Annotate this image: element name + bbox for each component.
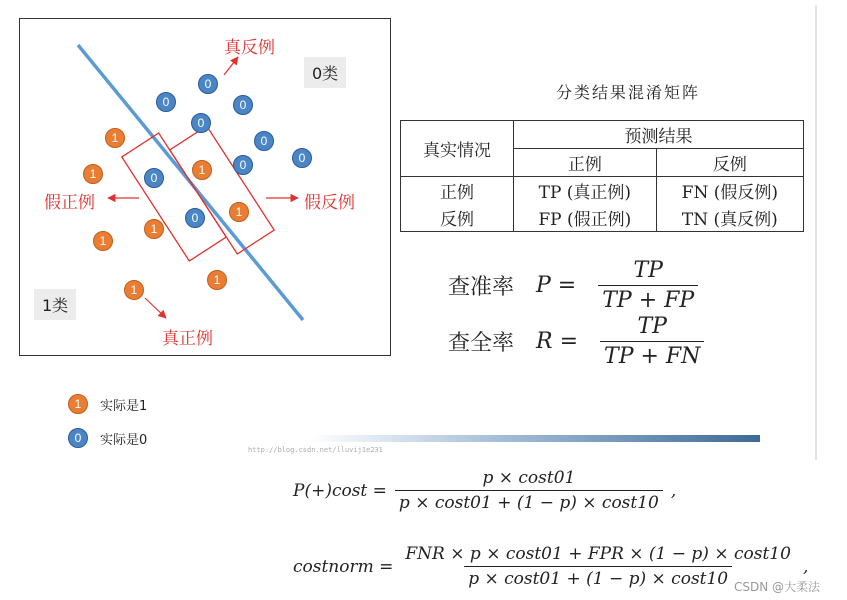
gradient-bar	[310, 435, 760, 442]
sample-blue: 0	[233, 95, 253, 115]
sample-orange: 1	[83, 164, 103, 184]
precision-fraction	[598, 258, 698, 313]
sample-blue-misclassified: 0	[185, 208, 205, 228]
pcost-numerator: p × cost01	[482, 468, 576, 488]
sample-orange: 1	[124, 280, 144, 300]
sample-blue: 0	[233, 155, 253, 175]
true-positive-label: 真正例	[162, 329, 213, 349]
recall-denominator: TP + FN	[600, 341, 704, 369]
row-header: 真实情况	[401, 121, 514, 177]
sample-blue: 0	[292, 148, 312, 168]
row-label: 正例	[401, 177, 514, 205]
confusion-matrix	[400, 120, 804, 232]
costnorm-denominator: p × cost01 + (1 − p) × cost10	[464, 566, 732, 589]
sample-orange-misclassified: 1	[192, 160, 212, 180]
legend-item-orange	[68, 394, 147, 414]
recall-numerator: TP	[637, 314, 667, 339]
precision-formula	[448, 258, 698, 313]
sample-orange: 1	[207, 270, 227, 290]
legend-blue-dot: 0	[68, 428, 88, 448]
cell-fp: FP (假正例)	[514, 204, 657, 232]
legend-orange-text: 实际是1	[100, 398, 148, 414]
cell-tn: TN (真反例)	[656, 204, 803, 232]
recall-formula	[448, 314, 704, 369]
recall-fraction	[600, 314, 704, 369]
matrix-title: 分类结果混淆矩阵	[556, 83, 701, 102]
sample-blue: 0	[254, 131, 274, 151]
class1-label: 1类	[34, 289, 76, 320]
pcost-tail: ,	[670, 480, 677, 501]
sample-blue-misclassified: 0	[144, 168, 164, 188]
legend-blue-text: 实际是0	[100, 432, 148, 448]
sample-blue: 0	[156, 92, 176, 112]
col-negative: 反例	[656, 149, 803, 177]
pcost-denominator: p × cost01 + (1 − p) × cost10	[395, 490, 663, 513]
col-positive: 正例	[514, 149, 657, 177]
watermark-url: http://blog.csdn.net/lluvij1e231	[248, 446, 383, 454]
sample-blue: 0	[191, 113, 211, 133]
legend-item-blue	[68, 428, 147, 448]
precision-denominator: TP + FP	[598, 285, 698, 313]
precision-lhs: P =	[536, 273, 577, 298]
costnorm-numerator: FNR × p × cost01 + FPR × (1 − p) × cost10	[405, 544, 791, 564]
costnorm-lhs: costnorm =	[293, 556, 394, 577]
csdn-credit: CSDN @大柔法	[734, 580, 821, 594]
class0-label: 0类	[304, 57, 346, 88]
recall-lhs: R =	[536, 329, 579, 354]
sample-orange: 1	[144, 219, 164, 239]
arrow-true-negative	[224, 57, 238, 75]
sample-orange: 1	[93, 231, 113, 251]
sample-orange: 1	[105, 128, 125, 148]
recall-name: 查全率	[448, 331, 515, 356]
false-positive-label: 假正例	[44, 193, 95, 213]
row-label: 反例	[401, 204, 514, 232]
precision-name: 查准率	[448, 275, 515, 300]
sample-orange-misclassified: 1	[229, 202, 249, 222]
pcost-fraction	[395, 468, 663, 513]
false-positive-box	[122, 133, 226, 261]
sample-blue: 0	[198, 74, 218, 94]
precision-numerator: TP	[633, 258, 663, 283]
col-header: 预测结果	[514, 121, 804, 149]
arrow-true-positive	[145, 298, 166, 318]
cell-fn: FN (假反例)	[656, 177, 803, 205]
false-negative-label: 假反例	[304, 193, 355, 213]
cell-tp: TP (真正例)	[514, 177, 657, 205]
pcost-formula	[293, 468, 676, 513]
pcost-lhs: P(+)cost =	[293, 480, 387, 501]
costnorm-formula	[293, 544, 808, 589]
true-negative-label: 真反例	[224, 38, 275, 58]
legend-orange-dot: 1	[68, 394, 88, 414]
costnorm-tail: ,	[802, 556, 809, 577]
